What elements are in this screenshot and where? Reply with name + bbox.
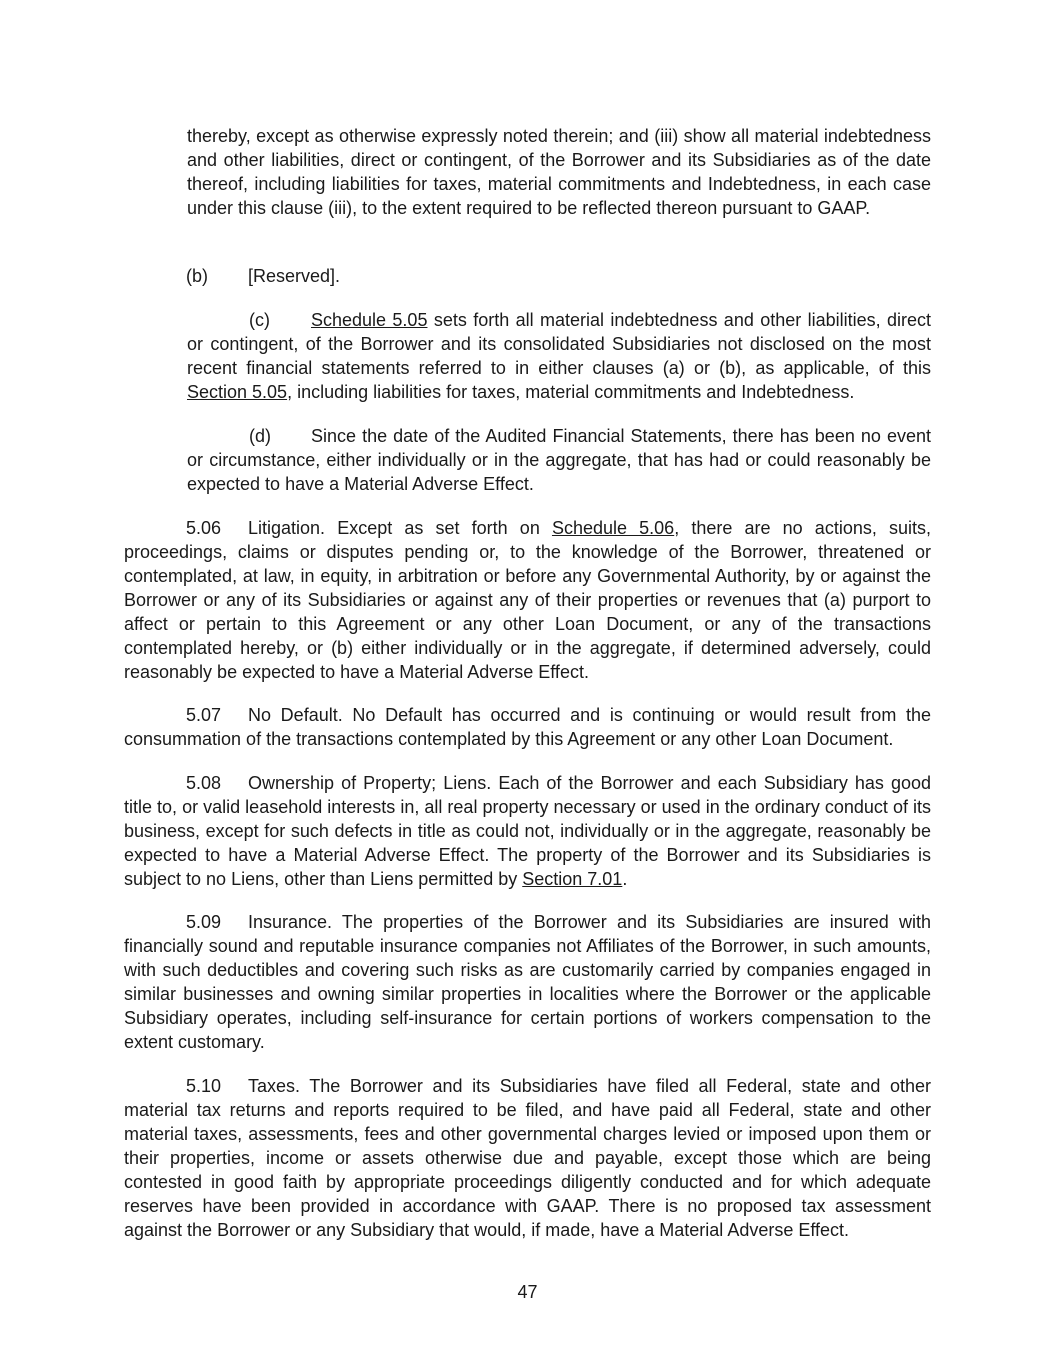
section-5-06-text-2: , there are no actions, suits, proceedings, claims or disputes pending or, to the knowledge of the Borrower, threatened or contemplated, at law, in equity, in arbitration or before any Governmental Authority, by or against the Borrower or any of its Subsidiaries or against any of their properties or revenues that (a) purport to affect or pertain to this Agreement or any other Loan Document, or any of the transactions contemplated hereby, or (b) either individually or in the aggregate, if determined adversely, could reasonably be expected to have a Material Adverse Effect.: [124, 518, 931, 682]
page-number: 47: [517, 1282, 538, 1302]
clause-label-d: (d): [249, 426, 271, 446]
section-5-07: [124, 703, 931, 751]
clause-d-text: Since the date of the Audited Financial Statements, there has been no event or circumstance, either individually or in the aggregate, that has had or could reasonably be expected to have a Material Adverse Effect.: [187, 426, 931, 494]
section-heading-no-default: No Default.: [248, 705, 343, 725]
section-heading-ownership: Ownership of Property; Liens.: [248, 773, 492, 793]
section-5-08: [124, 771, 931, 891]
clause-c-text-2: , including liabilities for taxes, material commitments and Indebtedness.: [287, 382, 855, 402]
section-7-01-link[interactable]: Section 7.01: [522, 869, 623, 889]
section-number-5-06: 5.06: [186, 518, 222, 538]
section-number-5-07: 5.07: [186, 705, 222, 725]
section-5-06-text-1: Except as set forth on: [325, 518, 552, 538]
section-heading-insurance: Insurance.: [248, 912, 333, 932]
clause-c-text-1: sets forth all material indebtedness and other liabilities, direct or contingent, of the Borrower and its consolidated Subsidiaries not disclosed on the most recent financial statements referred to in either clauses (a) or (b), as applicable, of this: [187, 310, 932, 378]
section-5-05-c-block: [187, 308, 931, 404]
section-5-05-b: [124, 264, 931, 288]
section-5-10-text: The Borrower and its Subsidiaries have filed all Federal, state and other material tax returns and reports required to be filed, and have paid all Federal, state and other material taxes, assessments, fees and other governmental charges levied or imposed upon them or their properties, income or assets otherwise due and payable, except those which are being contested in good faith by appropriate proceedings diligently conducted and for which adequate reserves have been provided in accordance with GAAP. There is no proposed tax assessment against the Borrower or any Subsidiary that would, if made, have a Material Adverse Effect.: [124, 1076, 931, 1240]
section-number-5-08: 5.08: [186, 773, 222, 793]
continuation-text: thereby, except as otherwise expressly noted therein; and (iii) show all material indebtedness and other liabilities, direct or contingent, of the Borrower and its Subsidiaries as of the date thereof, including liabilities for taxes, material commitments and Indebtedness, in each case under this clause (iii), to the extent required to be reflected thereon pursuant to GAAP.: [187, 126, 931, 218]
section-5-08-text-1: Each of the Borrower and each Subsidiary has good title to, or valid leasehold interests in, all real property necessary or used in the ordinary conduct of its business, except for such defects in title as could not, individually or in the aggregate, reasonably be expected to have a Material Adverse Effect. The property of the Borrower and its Subsidiaries is subject to no Liens, other than Liens permitted by: [124, 773, 931, 889]
section-number-5-09: 5.09: [186, 912, 222, 932]
section-5-05-link[interactable]: Section 5.05: [187, 382, 288, 402]
section-5-07-text: No Default has occurred and is continuing or would result from the consummation of the transactions contemplated by this Agreement or any other Loan Document.: [124, 705, 931, 749]
section-heading-taxes: Taxes.: [248, 1076, 301, 1096]
clause-b-text: [Reserved].: [248, 266, 341, 286]
schedule-5-05-link[interactable]: Schedule 5.05: [311, 310, 428, 330]
section-5-09-text: The properties of the Borrower and its Subsidiaries are insured with financially sound and reputable insurance companies not Affiliates of the Borrower, in such amounts, with such deductibles and covering such risks as are customarily carried by companies engaged in similar businesses and owning similar properties in localities where the Borrower or the applicable Subsidiary operates, including self-insurance for certain portions of workers compensation to the extent customary.: [124, 912, 931, 1052]
section-5-05-d-block: [187, 424, 931, 496]
section-5-09: [124, 910, 931, 1054]
section-heading-litigation: Litigation.: [248, 518, 326, 538]
section-5-10: [124, 1074, 931, 1242]
section-5-06: [124, 516, 931, 684]
clause-label-c: (c): [249, 310, 270, 330]
continuation-paragraph: [187, 124, 931, 220]
section-5-08-text-2: .: [622, 869, 628, 889]
section-number-5-10: 5.10: [186, 1076, 222, 1096]
clause-label-b: (b): [186, 266, 208, 286]
schedule-5-06-link[interactable]: Schedule 5.06: [551, 518, 675, 538]
